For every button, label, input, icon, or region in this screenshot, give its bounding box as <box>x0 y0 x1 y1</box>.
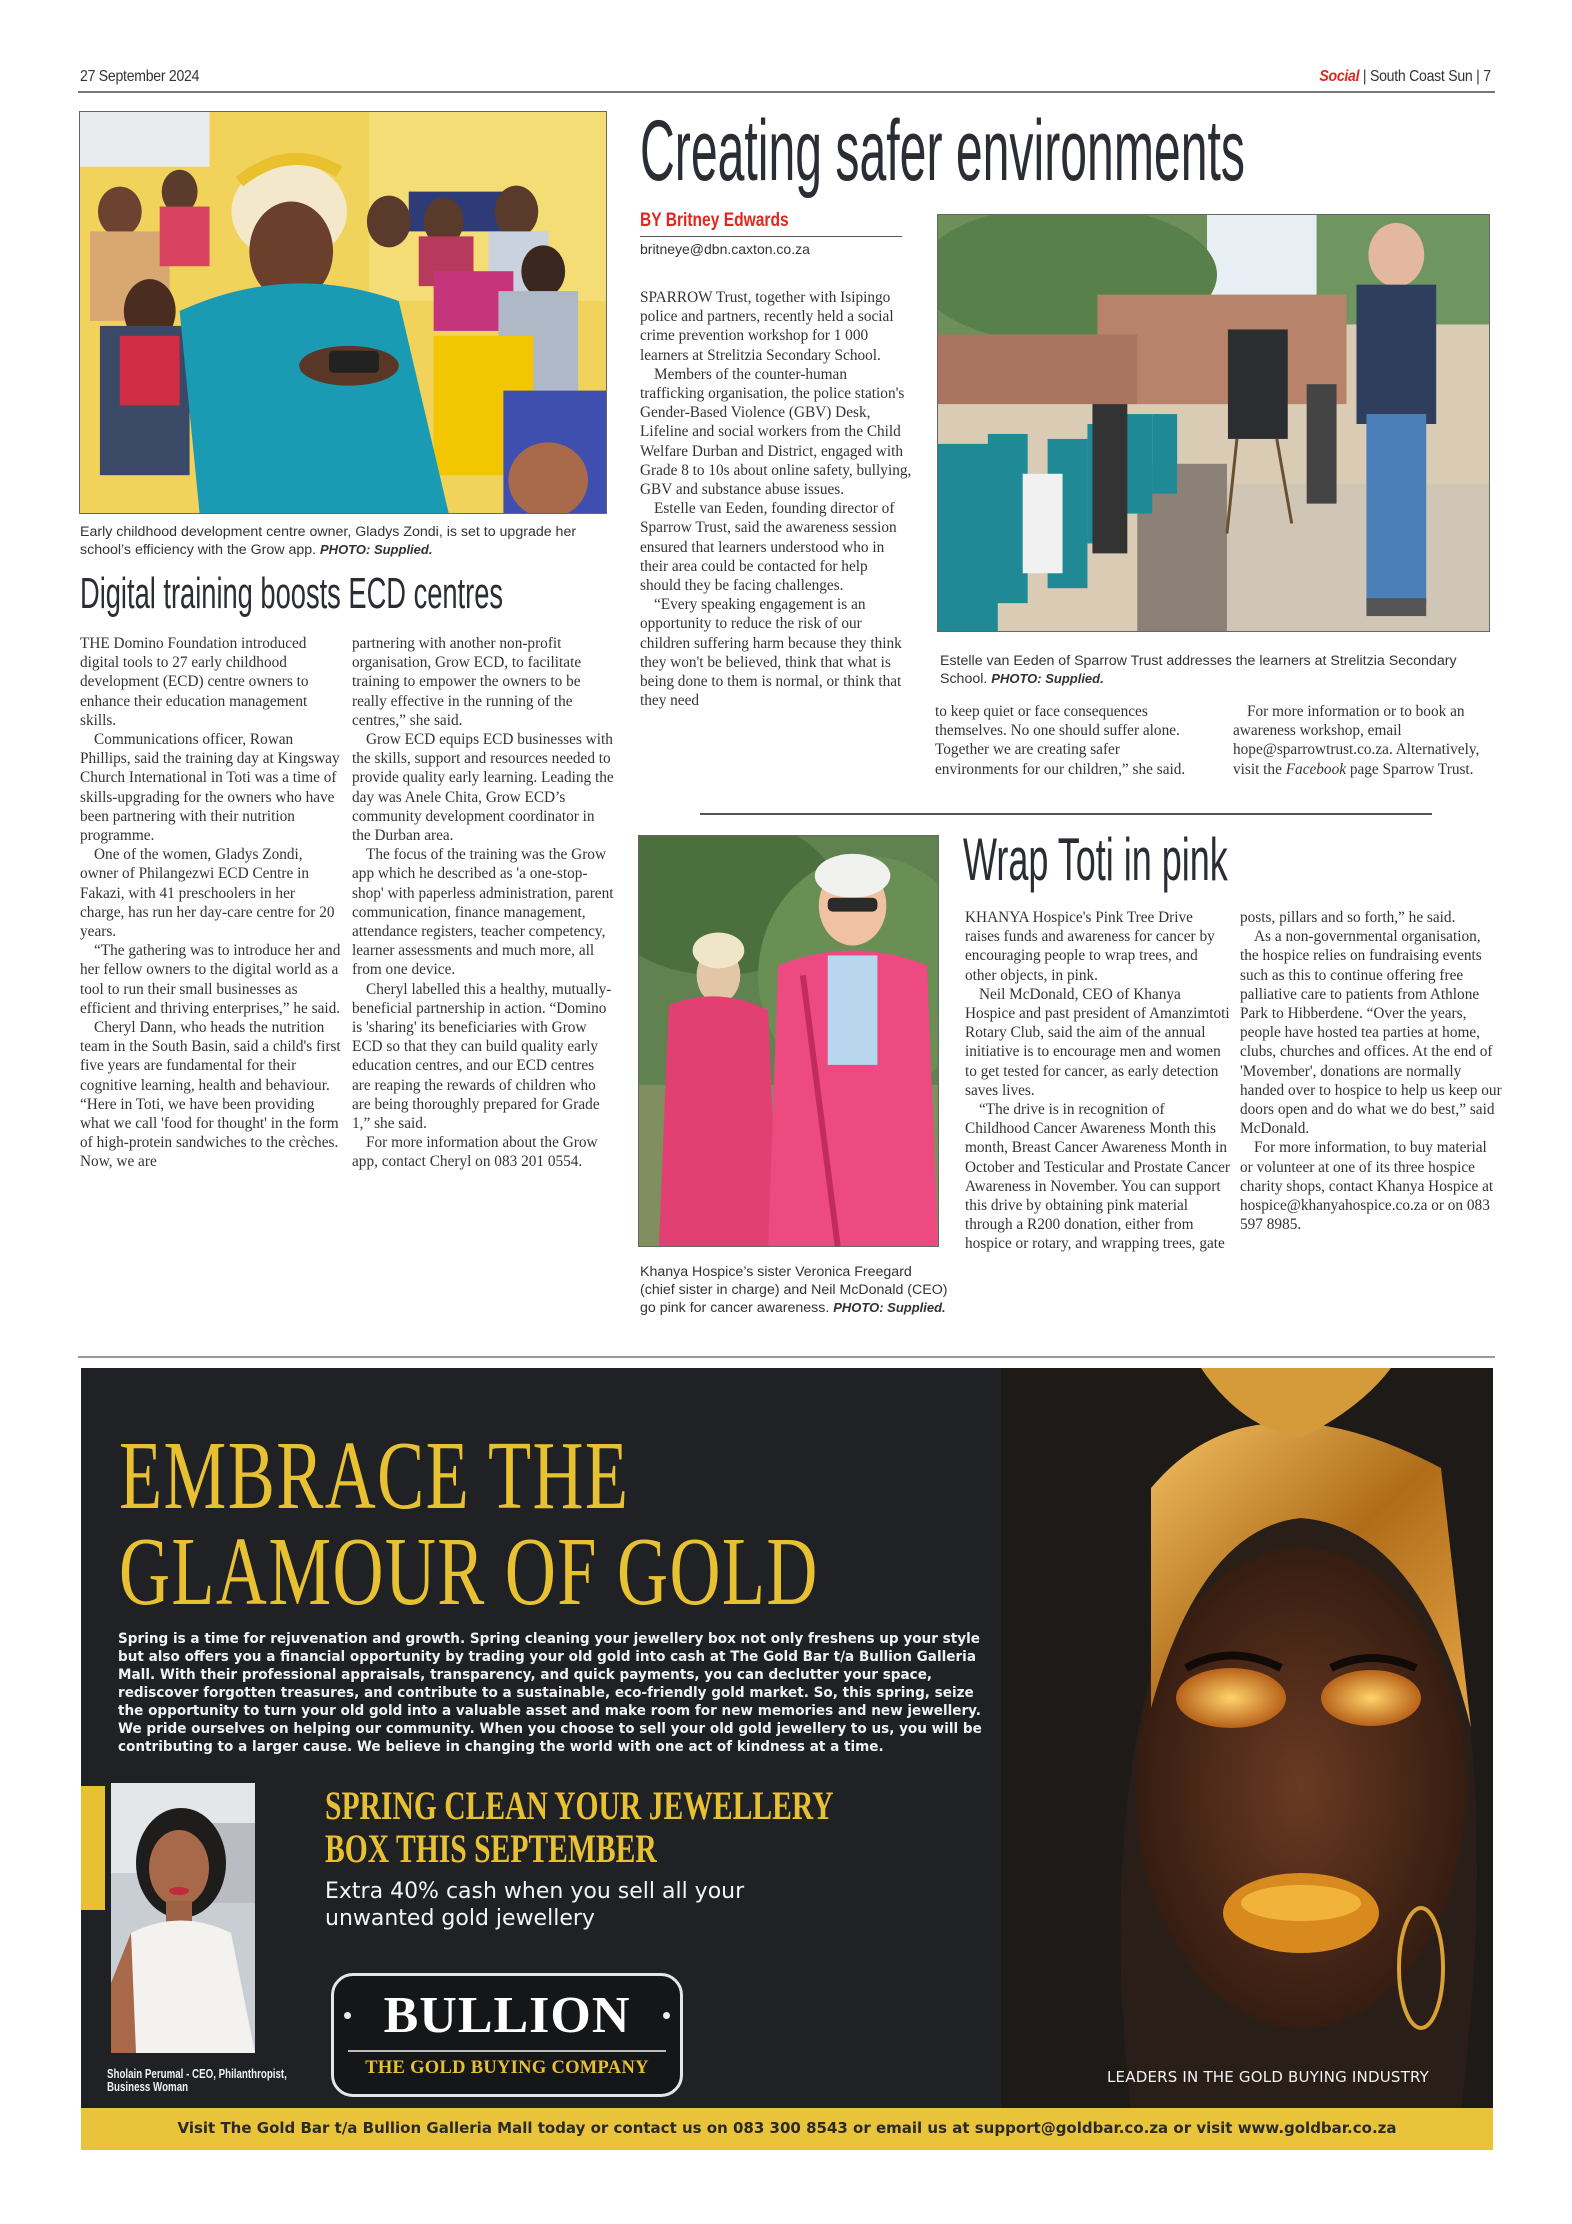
paragraph: SPARROW Trust, together with Isipingo police and partners, recently held a social crime prevention workshop for 1 000 learners at Strelitzia Secondary School. <box>640 289 894 364</box>
ecd-column-2 <box>352 634 614 1172</box>
ecd-column-1 <box>80 634 342 1172</box>
text-run: page Sparrow Trust. <box>1346 760 1474 778</box>
title-line: EMBRACE THE <box>119 1422 630 1530</box>
pink-headline: Wrap Toti in pink <box>963 826 1228 893</box>
caption-text: Khanya Hospice’s sister Veronica Freegard (chief sister in charge) and Neil McDonald (CEO) go pink for cancer awareness. <box>640 1264 948 1316</box>
photo-credit: PHOTO: Supplied. <box>991 671 1104 686</box>
logo-rule <box>348 2050 666 2052</box>
page-folio <box>1320 68 1491 86</box>
advert-divider <box>78 1356 1495 1358</box>
advert-slogan: LEADERS IN THE GOLD BUYING INDUSTRY <box>1107 2068 1429 2086</box>
text-run: For more information or to book an awareness workshop, email hope@sparrowtrust.co.za. Alternatively, visit the <box>1233 703 1480 778</box>
logo-tagline: THE GOLD BUYING COMPANY <box>365 2058 649 2078</box>
offer-line: Extra 40% cash when you sell all your <box>325 1879 745 1904</box>
paragraph: Cheryl labelled this a healthy, mutually-beneficial partnership in action. “Domino is 'sharing' its beneficiaries with Grow ECD so that they can build quality early education centres, and our ECD centres are reaping the rewards of children who are being thoroughly prepared for Grade 1,” she said. <box>352 980 612 1133</box>
pink-column-1 <box>965 908 1231 1254</box>
offer-line: unwanted gold jewellery <box>325 1906 595 1931</box>
sparrow-trust-photo <box>937 214 1490 632</box>
publication-name: South Coast Sun <box>1370 68 1473 85</box>
dot-icon <box>663 2012 670 2019</box>
paragraph: “Every speaking engagement is an opportunity to reduce the risk of our children suffering harm because they think they won't be believed, think that what is being done to them is normal, or think that they need <box>640 596 902 710</box>
paragraph: KHANYA Hospice's Pink Tree Drive raises funds and awareness for cancer by encouraging people to wrap trees, and other objects, in pink. <box>965 909 1215 984</box>
sparrow-photo-caption <box>940 652 1490 688</box>
safer-column-3 <box>1233 702 1495 779</box>
paragraph: “The gathering was to introduce her and her fellow owners to the digital world as a tool to run their small businesses as efficient and thriving enterprises,” he said. <box>80 942 341 1017</box>
ceo-caption <box>107 2068 287 2094</box>
logo-name: BULLION <box>383 1987 631 2044</box>
caption-text: Estelle van Eeden of Sparrow Trust addresses the learners at Strelitzia Secondary School. <box>940 653 1457 687</box>
safer-column-2 <box>935 702 1207 779</box>
photo-credit: PHOTO: Supplied. <box>320 542 433 557</box>
advert-title <box>119 1422 819 1626</box>
title-line: GLAMOUR OF GOLD <box>119 1518 819 1626</box>
byline: BY Britney Edwards <box>640 210 789 231</box>
photo-credit: PHOTO: Supplied. <box>833 1300 946 1315</box>
paragraph: Estelle van Eeden, founding director of Sparrow Trust, said the awareness session ensured that learners understood who in their area could be contacted for help should they be facing challenges. <box>640 500 897 595</box>
paragraph: The focus of the training was the Grow app which he described as 'a one-stop-shop' with paperless administration, parent communication, finance management, attendance registers, teacher competency, learner assessments and much more, all from one device. <box>352 846 614 979</box>
ecd-photo <box>79 111 607 514</box>
gold-accent-bar <box>81 1786 105 1910</box>
advert-body: Spring is a time for rejuvenation and growth. Spring cleaning your jewellery box not only freshens up your style but also offers you a financial opportunity by trading your old gold into cash at The Gold Bar t/a Bullion Galleria Mall. With their professional appraisals, transparency, and quick payments, you can declutter your space, rediscover forgotten treasures, and contribute to a sustainable, eco-friendly gold market. So, this spring, seize the opportunity to turn your old gold into a valuable asset and make room for new memories and new jewellery. We pride ourselves on helping our community. When you choose to sell your old gold jewellery to us, you will be contributing to a larger cause. We believe in changing the world with one act of kindness at a time. <box>118 1631 982 1755</box>
section-name: Social <box>1319 68 1360 85</box>
header-rule <box>78 91 1495 93</box>
byline-rule <box>640 236 902 237</box>
pink-column-2 <box>1240 908 1502 1234</box>
safer-column-1 <box>640 288 912 710</box>
story-divider <box>700 813 1432 815</box>
classroom-photo-icon <box>80 112 606 513</box>
caption-line: Business Woman <box>107 2080 189 2094</box>
page-number: 7 <box>1483 68 1491 85</box>
paragraph: Neil McDonald, CEO of Khanya Hospice and past president of Amanzimtoti Rotary Club, said the aim of the annual initiative is to encourage men and women to get tested for cancer, as early detection saves lives. <box>965 985 1230 1099</box>
ecd-photo-caption <box>80 523 610 559</box>
paragraph: to keep quiet or face consequences themselves. No one should suffer alone. Together we are creating safer environments for our children,” she said. <box>935 703 1186 778</box>
folio-separator: | <box>1363 68 1371 85</box>
paragraph: As a non-governmental organisation, the hospice relies on fundraising events such as this to continue offering free palliative care to patients from Athlone Park to Hibberdene. “Over the years, people have hosted tea parties at home, clubs, churches and offices. At the end of 'Movember', donations are normally handed over to hospice to help us keep our doors open and do what we do best,” said McDonald. <box>1240 928 1502 1138</box>
gold-model-image-icon <box>1001 1368 1493 2108</box>
paragraph <box>1233 702 1495 779</box>
paragraph: “The drive is in recognition of Childhood Cancer Awareness Month this month, Breast Cancer Awareness Month in October and Testicular and Prostate Cancer Awareness in November. You can support this drive by obtaining pink material through a R200 donation, either from hospice or rotary, and wrapping trees, gate <box>965 1101 1230 1253</box>
paragraph: For more information about the Grow app, contact Cheryl on 083 201 0554. <box>352 1134 598 1171</box>
pink-cloth-photo-icon <box>639 836 938 1246</box>
paragraph: Members of the counter-human trafficking organisation, the police station's Gender-Based Violence (GBV) Desk, Lifeline and social workers from the Child Welfare Durban and District, engaged with Grade 8 to 10s about online safety, bullying, GBV and substance abuse issues. <box>640 365 912 499</box>
facebook-link[interactable]: Facebook <box>1285 760 1347 778</box>
issue-date: 27 September 2024 <box>80 68 200 85</box>
caption-line: Sholain Perumal - CEO, Philanthropist, <box>107 2067 287 2081</box>
hospice-photo-caption <box>640 1263 950 1317</box>
folio-separator: | <box>1476 68 1484 85</box>
main-headline: Creating safer environments <box>640 103 1245 199</box>
hospice-photo <box>638 835 939 1247</box>
subtitle-line: SPRING CLEAN YOUR JEWELLERY <box>325 1783 834 1828</box>
ceo-portrait <box>111 1783 255 2053</box>
author-email[interactable]: britneye@dbn.caxton.co.za <box>640 241 810 257</box>
paragraph: One of the women, Gladys Zondi, owner of Philangezwi ECD Centre in Fakazi, with 41 preschoolers in her charge, has run her day-care centre for 20 years. <box>80 846 335 941</box>
paragraph: Cheryl Dann, who heads the nutrition team in the South Basin, said a child's first five years are fundamental for their cognitive learning, health and behaviour. “Here in Toti, we have been providing what we call 'food for thought' in the form of high-protein sandwiches to the crèches. Now, we are <box>80 1019 341 1171</box>
paragraph: Communications officer, Rowan Phillips, said the training day at Kingsway Church International in Toti was a time of skills-upgrading for the owners who have been partnering with their nutrition programme. <box>80 731 340 845</box>
portrait-photo-icon <box>111 1783 255 2053</box>
contact-line[interactable]: Visit The Gold Bar t/a Bullion Galleria Mall today or contact us on 083 300 8543 or email us at support@goldbar.co.za or visit www.goldbar.co.za <box>177 2119 1397 2137</box>
paragraph: Grow ECD equips ECD businesses with the skills, support and resources needed to provide quality early learning. Leading the day was Anele Chita, Grow ECD’s community development coordinator in the Durban area. <box>352 731 614 845</box>
caption-text: Early childhood development centre owner, Gladys Zondi, is set to upgrade her school’s efficiency with the Grow app. <box>80 524 577 558</box>
advert-footer <box>81 2108 1493 2150</box>
paragraph: posts, pillars and so forth,” he said. <box>1240 909 1456 926</box>
school-assembly-photo-icon <box>938 215 1489 631</box>
paragraph: For more information, to buy material or volunteer at one of its three hospice charity shops, contact Khanya Hospice at hospice@khanyahospice.co.za or on 083 597 8985. <box>1240 1139 1494 1234</box>
paragraph: partnering with another non-profit organisation, Grow ECD, to facilitate training to empower the owners to be really effective in the running of the centres,” she said. <box>352 635 582 729</box>
subtitle-line: BOX THIS SEPTEMBER <box>325 1826 657 1871</box>
paragraph: THE Domino Foundation introduced digital tools to 27 early childhood development (ECD) centre owners to enhance their education management skills. <box>80 635 309 729</box>
bullion-logo <box>331 1973 683 2097</box>
bullion-advert[interactable] <box>81 1368 1493 2150</box>
advert-offer <box>325 1878 744 1932</box>
ecd-headline: Digital training boosts ECD centres <box>80 569 504 618</box>
advert-subtitle <box>325 1784 834 1870</box>
